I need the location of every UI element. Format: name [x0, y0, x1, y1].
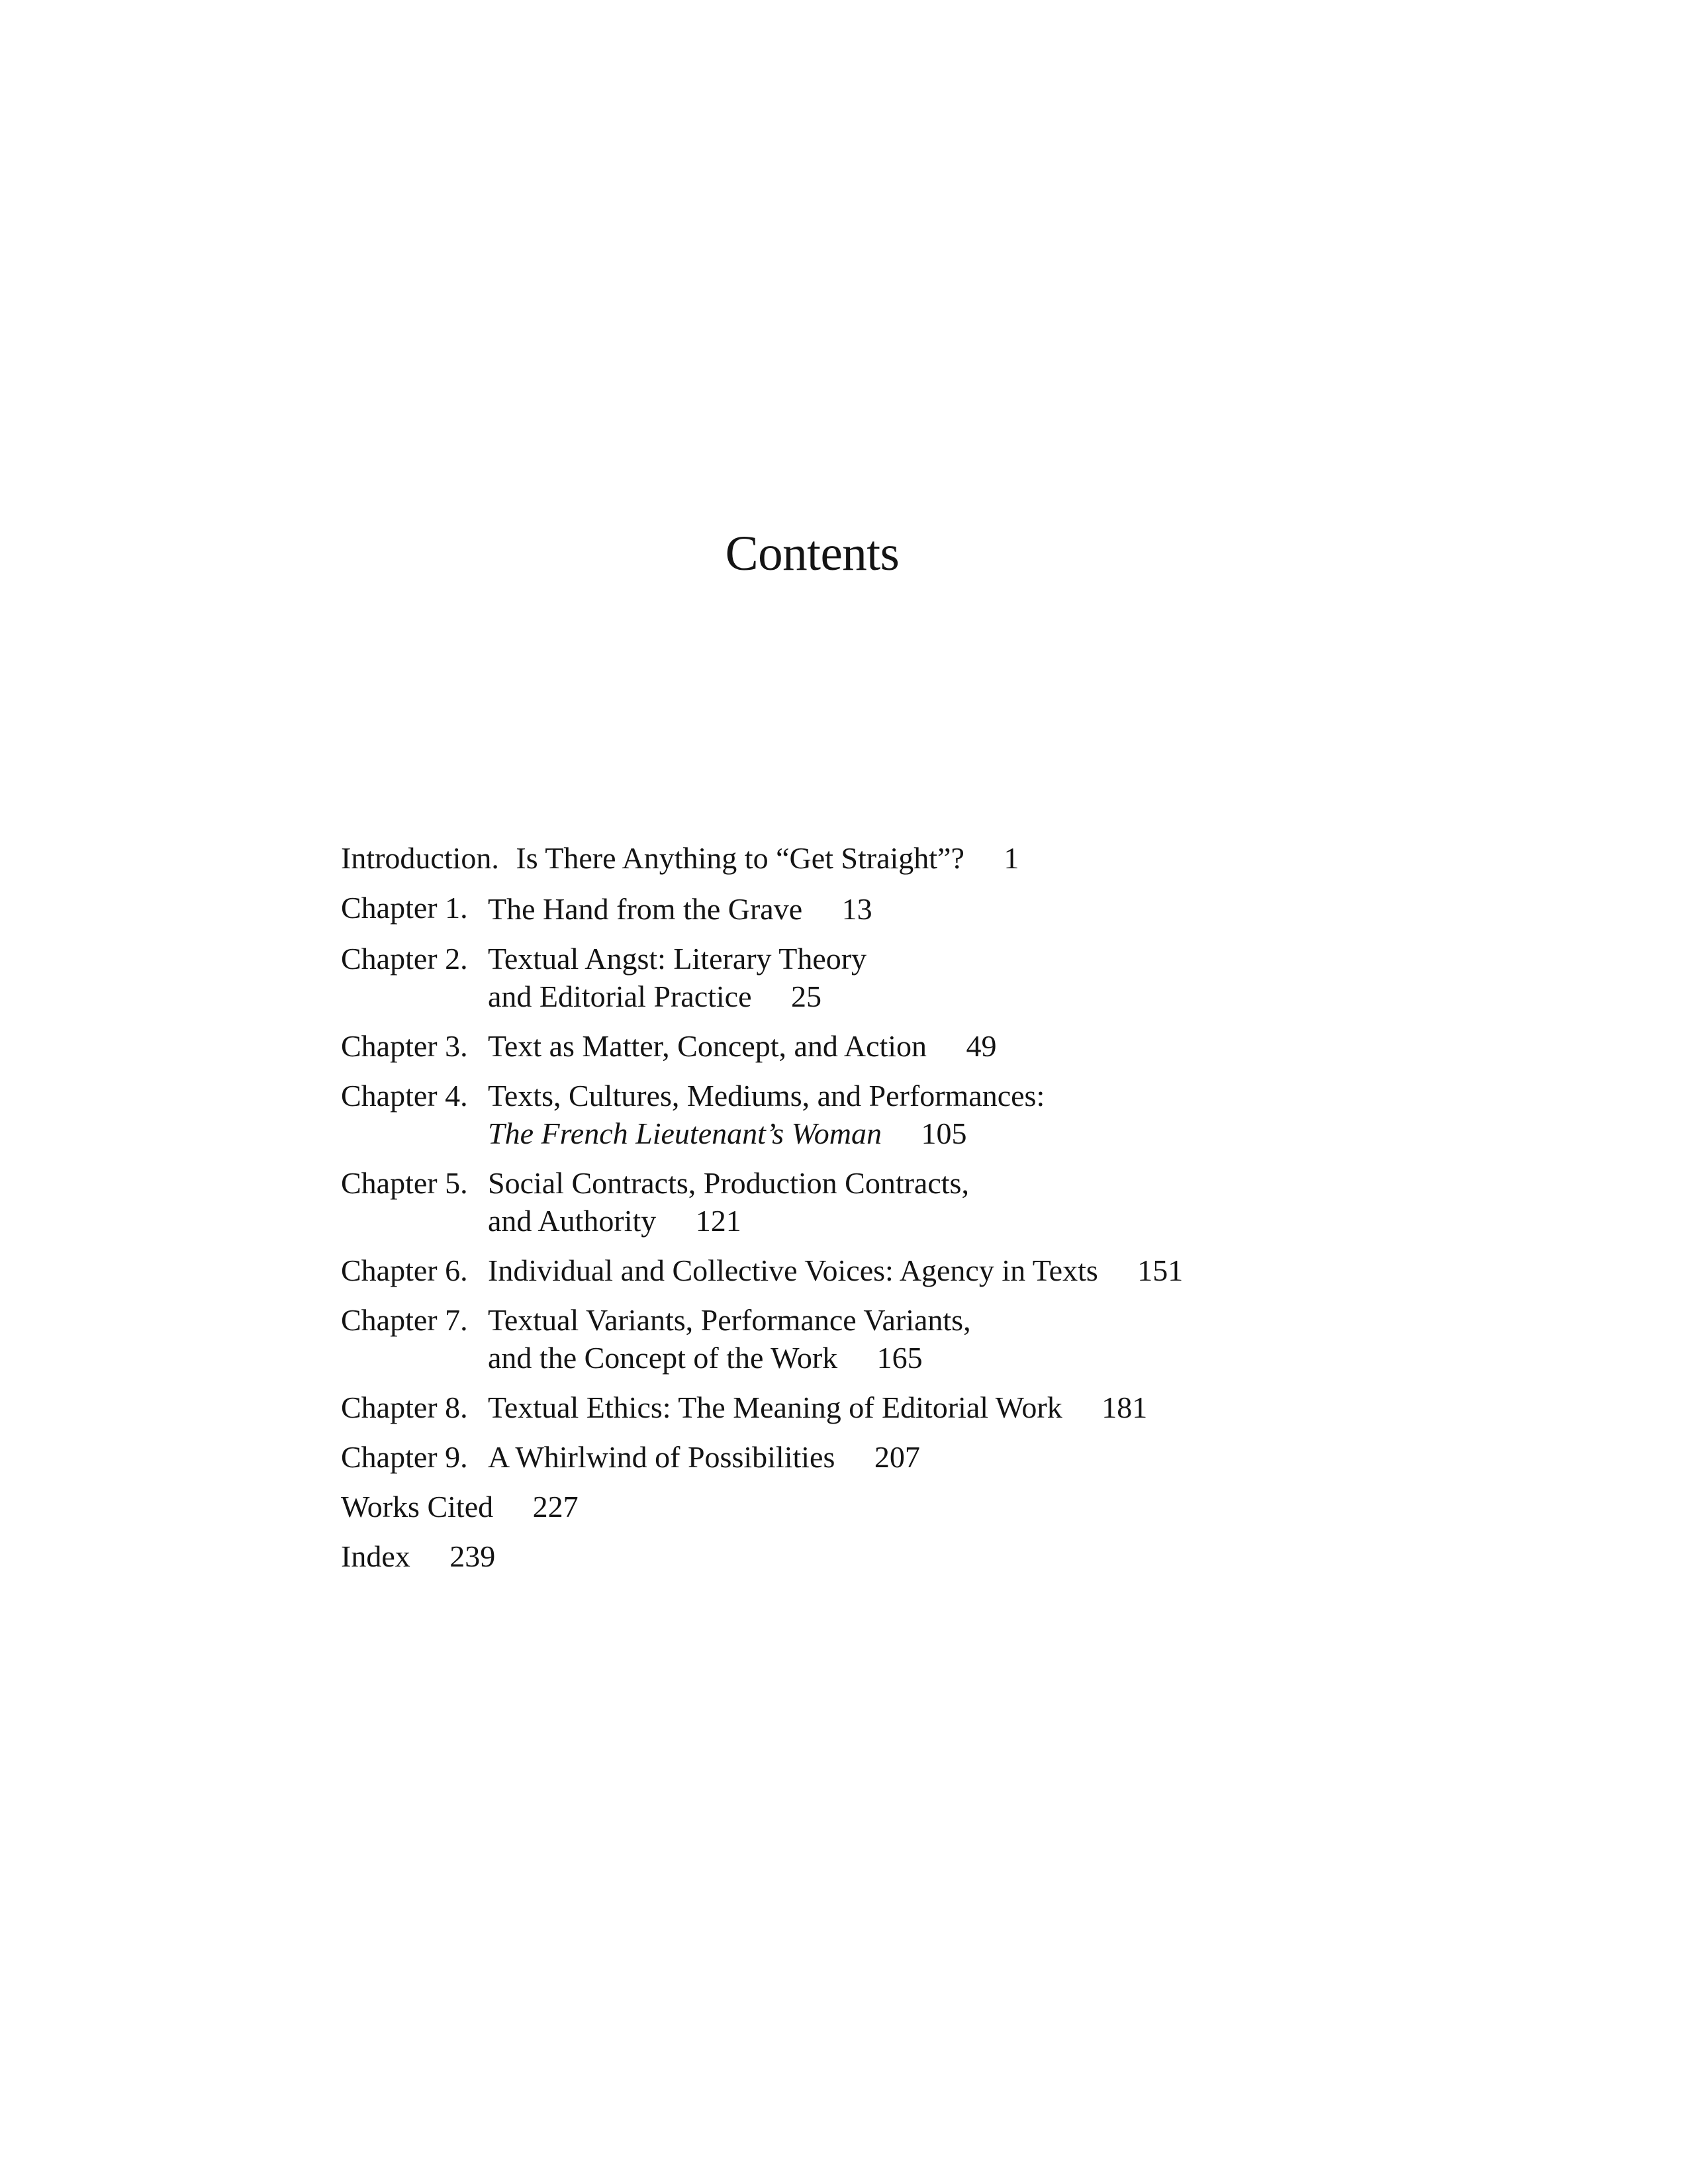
- toc-entry-title-line-1: Social Contracts, Production Contracts,: [488, 1166, 969, 1200]
- toc-entry-index: [341, 1537, 1599, 1575]
- toc-page-number: 165: [876, 1341, 923, 1375]
- toc-page-number: 181: [1102, 1390, 1148, 1424]
- toc-entry-label: Chapter 6.: [341, 1253, 468, 1287]
- toc-entry-label: Chapter 9.: [341, 1440, 468, 1474]
- toc-entry-title-line-1: Textual Variants, Performance Variants,: [488, 1303, 971, 1337]
- toc-page-number: 207: [874, 1440, 920, 1474]
- toc-entry-title-line-2: and Editorial Practice: [488, 979, 752, 1013]
- toc-entry-chapter-5: [341, 1164, 1599, 1240]
- toc-entry-label: Introduction.: [341, 841, 499, 875]
- toc-page-number: 239: [449, 1539, 496, 1573]
- toc-entry-label: Chapter 7.: [341, 1303, 468, 1337]
- toc-page-number: 49: [966, 1029, 997, 1063]
- toc-entry-title-line-2: and Authority: [488, 1204, 657, 1238]
- toc-entry-label: Chapter 5.: [341, 1166, 468, 1200]
- toc-entry-title: Works Cited: [341, 1490, 494, 1524]
- toc-entry-label: Chapter 4.: [341, 1079, 468, 1113]
- page-title: Contents: [725, 526, 900, 581]
- toc-entry-chapter-9: [341, 1438, 1599, 1476]
- toc-entry-chapter-6: [341, 1251, 1599, 1289]
- toc-entry-title: Index: [341, 1539, 410, 1573]
- toc-entry-chapter-2: [341, 940, 1599, 1015]
- toc-entry-chapter-8: [341, 1388, 1599, 1426]
- toc-entry-title: Text as Matter, Concept, and Action: [488, 1029, 927, 1063]
- toc-entry-title: Is There Anything to “Get Straight”?: [516, 841, 964, 875]
- toc-entry-chapter-3: [341, 1027, 1599, 1065]
- toc-page-number: 121: [695, 1204, 741, 1238]
- toc-page-number: 151: [1137, 1253, 1184, 1287]
- toc-entry-title: Textual Ethics: The Meaning of Editorial Work: [488, 1390, 1062, 1424]
- toc-entry-works-cited: [341, 1488, 1599, 1525]
- toc-entry-title-line-1: Texts, Cultures, Mediums, and Performances:: [488, 1079, 1045, 1113]
- toc-entry-title: A Whirlwind of Possibilities: [488, 1440, 835, 1474]
- toc-entry-label: Chapter 1.: [341, 891, 468, 925]
- toc-entry-introduction: [341, 839, 1599, 877]
- toc-entry-title-line-2: and the Concept of the Work: [488, 1341, 838, 1375]
- table-of-contents: [341, 839, 1599, 1575]
- toc-entry-chapter-4: [341, 1077, 1599, 1152]
- toc-entry-title-line-2: The French Lieutenant’s Woman: [488, 1116, 882, 1150]
- toc-page-number: 1: [1004, 841, 1019, 875]
- toc-entry-label: Chapter 2.: [341, 942, 468, 976]
- toc-page-number: 105: [921, 1116, 967, 1150]
- toc-page-number: 13: [841, 892, 872, 926]
- toc-entry-chapter-7: [341, 1301, 1599, 1377]
- toc-entry-title-line-1: Textual Angst: Literary Theory: [488, 942, 867, 976]
- toc-entry-label: Chapter 8.: [341, 1390, 468, 1424]
- toc-page-number: 25: [791, 979, 822, 1013]
- toc-entry-title: Individual and Collective Voices: Agency in Texts: [488, 1253, 1098, 1287]
- toc-page-number: 227: [532, 1490, 579, 1524]
- toc-entry-title: The Hand from the Grave: [488, 892, 803, 926]
- toc-entry-label: Chapter 3.: [341, 1029, 468, 1063]
- toc-entry-chapter-1: [341, 890, 1599, 928]
